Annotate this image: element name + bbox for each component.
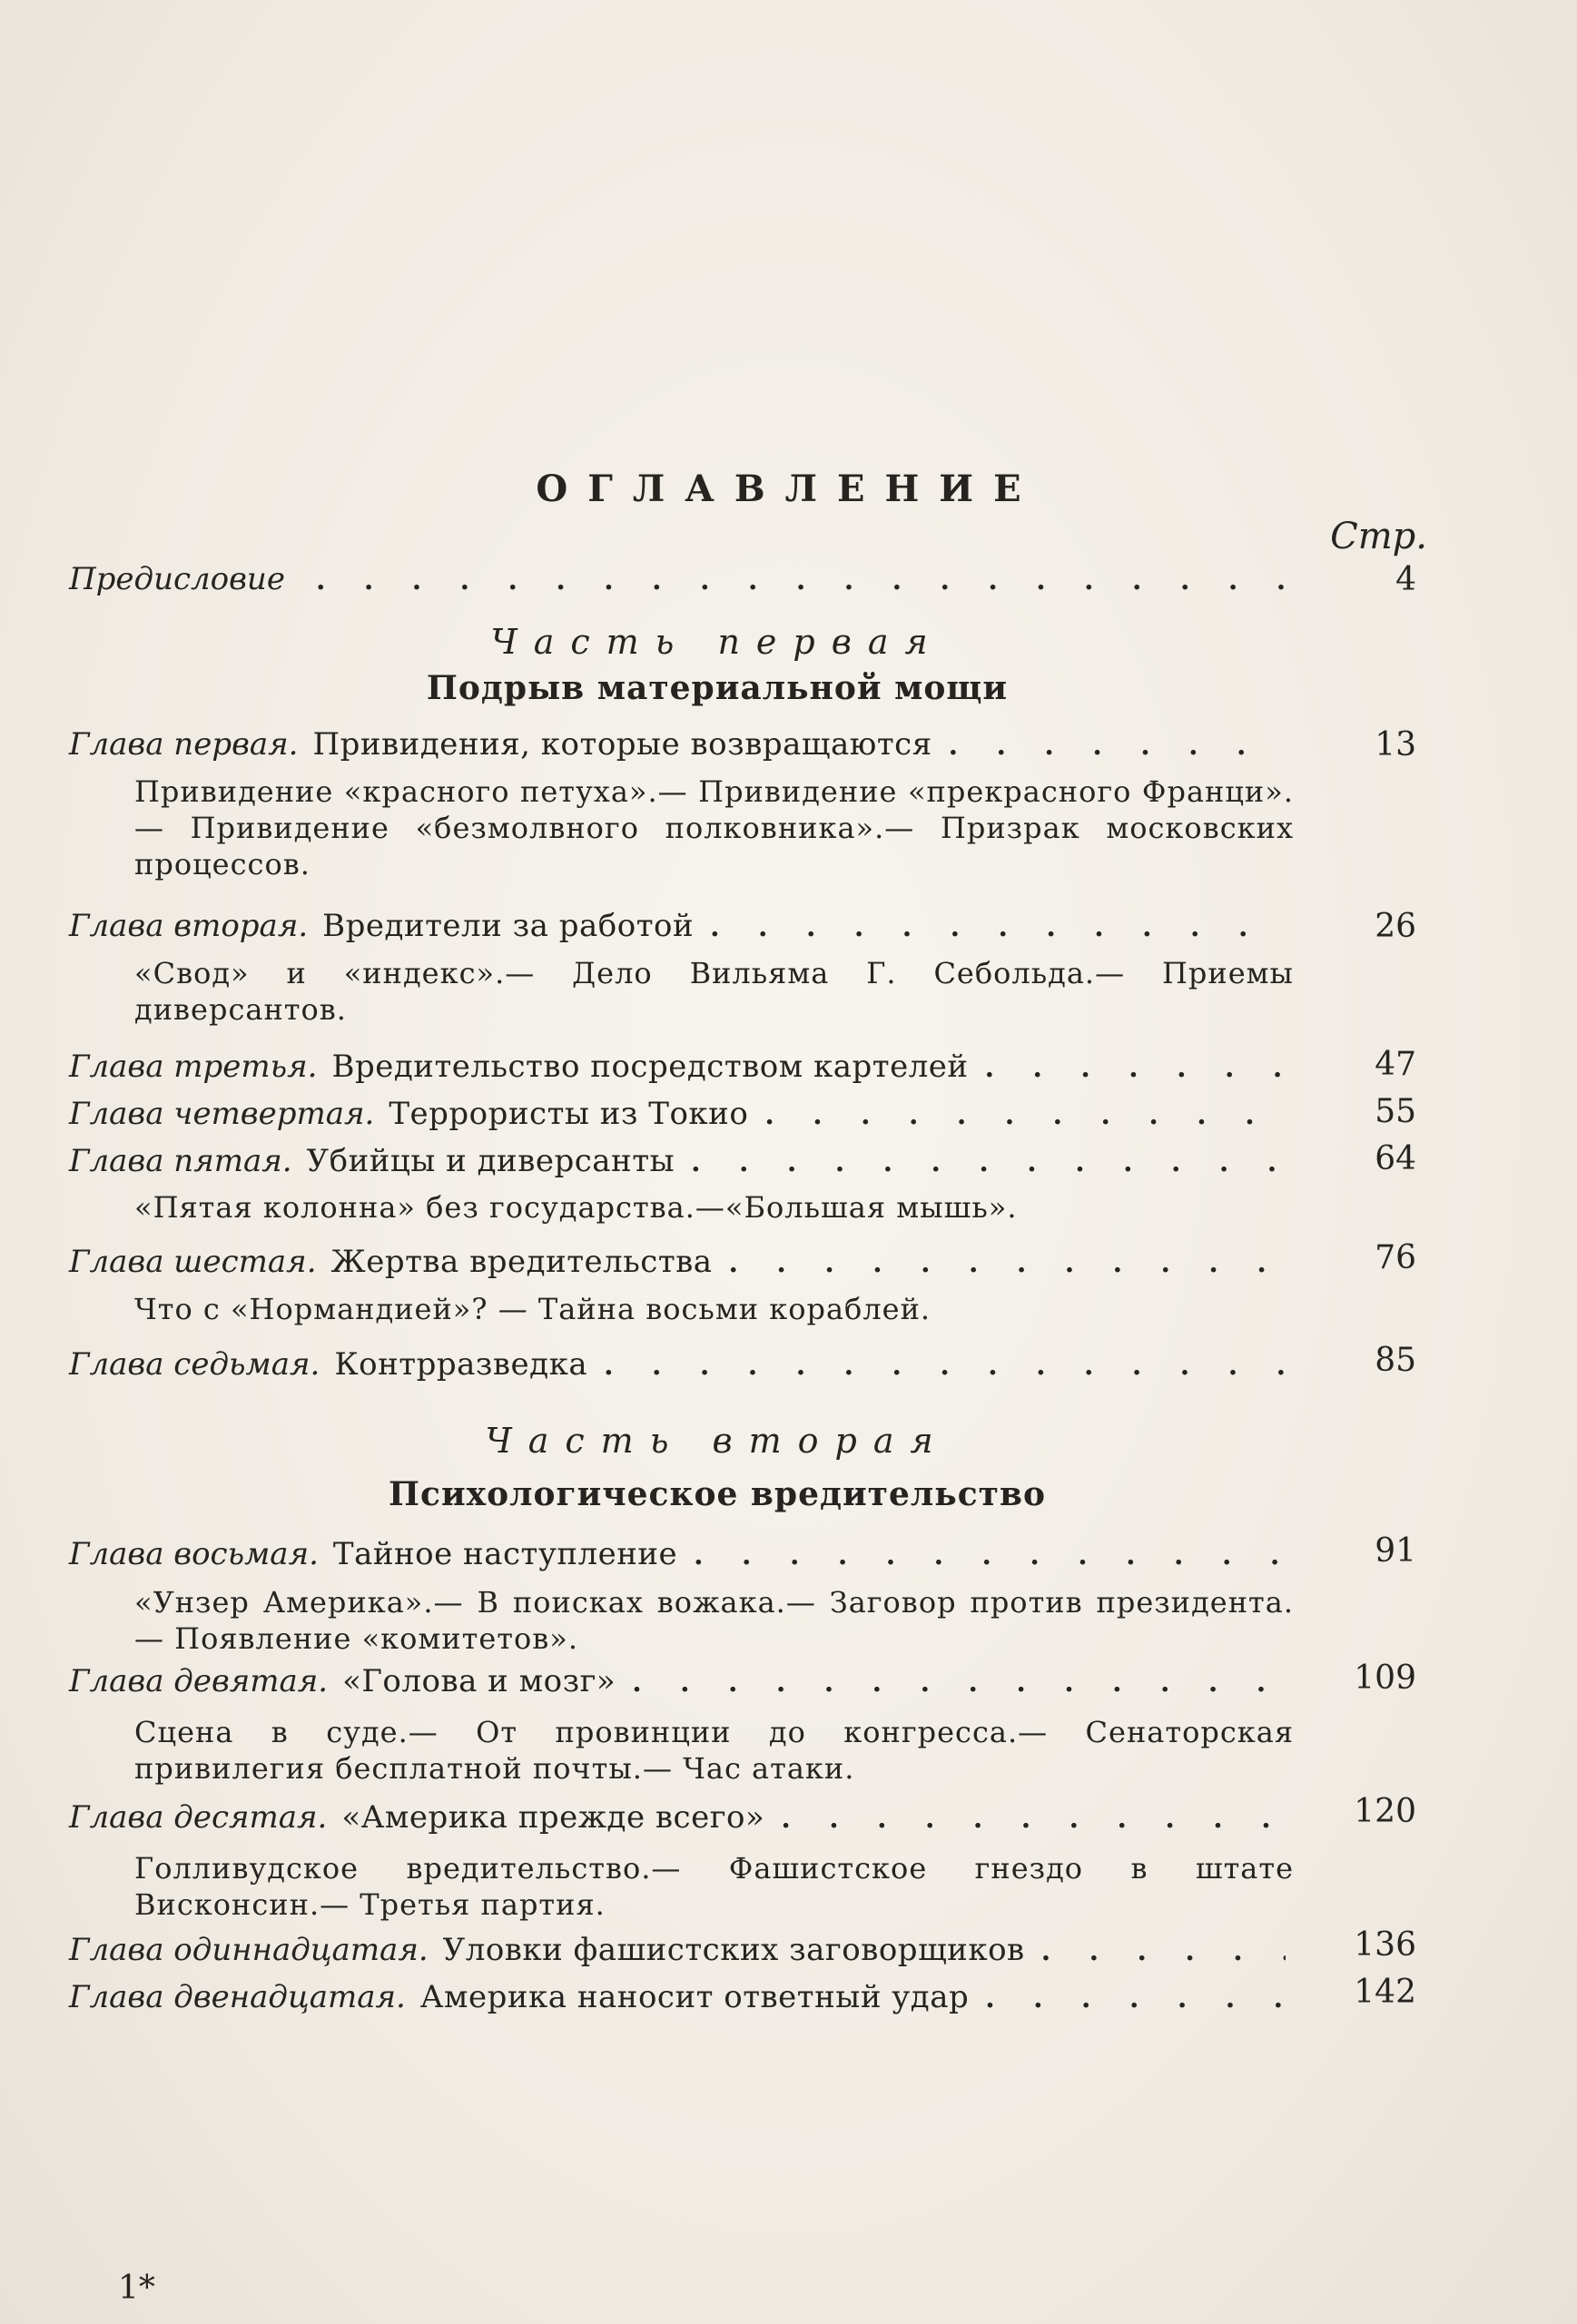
toc-title: Вредители за работой [322, 908, 695, 944]
part-label: Часть первая [490, 622, 944, 662]
dot-leader [694, 1540, 1286, 1571]
toc-label: Глава вторая. [69, 908, 309, 944]
toc-title: Убийцы и диверсанты [306, 1143, 675, 1179]
dot-leader [604, 1350, 1286, 1382]
toc-title: Террористы из Токио [389, 1096, 749, 1132]
toc-page-number: 120 [1354, 1793, 1416, 1830]
part-title: Подрыв материальной мощи [426, 669, 1009, 707]
dot-leader [781, 1803, 1286, 1835]
toc-label: Глава первая. [69, 726, 299, 763]
page-title: ОГЛАВЛЕНИЕ [536, 468, 1041, 510]
dot-leader [949, 730, 1286, 762]
signature-mark: 1* [118, 2270, 155, 2307]
toc-label: Глава одиннадцатая. [69, 1932, 429, 1968]
toc-page-number: 109 [1354, 1659, 1416, 1697]
toc-title: Тайное наступление [332, 1536, 678, 1572]
toc-page-number: 26 [1375, 908, 1416, 945]
page-column-header: Стр. [1330, 516, 1427, 557]
toc-label: Глава третья. [69, 1049, 318, 1085]
toc-page-number: 64 [1375, 1140, 1416, 1177]
toc-label: Глава седьмая. [69, 1346, 320, 1383]
toc-entry-chapter-4 [69, 1096, 1295, 1137]
toc-label: Глава девятая. [69, 1663, 329, 1699]
toc-entry-chapter-3 [69, 1049, 1295, 1090]
toc-title: Жертва вредительства [330, 1244, 713, 1280]
toc-entry-chapter-8 [69, 1536, 1295, 1578]
toc-chapter-summary: Что с «Нормандией»? — Тайна восьми кораблей. [134, 1292, 931, 1326]
toc-label: Глава восьмая. [69, 1536, 319, 1572]
toc-title: Привидения, которые возвращаются [312, 726, 932, 763]
toc-entry-chapter-5 [69, 1143, 1295, 1185]
toc-page-number: 85 [1375, 1342, 1416, 1379]
toc-entry-chapter-2 [69, 908, 1295, 950]
toc-title: Контрразведка [334, 1346, 588, 1383]
toc-page-number: 91 [1375, 1532, 1416, 1570]
toc-entry-chapter-12 [69, 1979, 1295, 2021]
toc-title: Вредительство посредством картелей [331, 1049, 969, 1085]
toc-chapter-summary: Привидение «красного петуха».— Привидение «прекрасного Франци».— Привидение «безмолвного полковника».— Призрак московских процессов. [134, 774, 1294, 881]
toc-entry-chapter-7 [69, 1346, 1295, 1388]
toc-entry-chapter-11 [69, 1932, 1295, 1974]
toc-chapter-summary: Сцена в суде.— От провинции до конгресса.— Сенаторская привилегия бесплатной почты.— Час атаки. [134, 1715, 1294, 1786]
toc-chapter-summary: «Свод» и «индекс».— Дело Вильяма Г. Себольда.— Приемы диверсантов. [134, 956, 1294, 1027]
toc-label: Глава пятая. [69, 1143, 292, 1179]
part-title: Психологическое вредительство [389, 1475, 1046, 1513]
toc-chapter-summary: «Пятая колонна» без государства.—«Большая мышь». [134, 1190, 1018, 1225]
dot-leader [764, 1099, 1286, 1131]
toc-label: Предисловие [69, 561, 285, 597]
toc-page-number: 47 [1375, 1046, 1416, 1083]
toc-page-number: 136 [1354, 1926, 1416, 1964]
toc-page-number: 13 [1375, 726, 1416, 763]
dot-leader [691, 1147, 1286, 1178]
toc-title: Уловки фашистских заговорщиков [442, 1932, 1025, 1968]
toc-entry-chapter-10 [69, 1799, 1295, 1841]
toc-title: Америка наносит ответный удар [419, 1979, 970, 2015]
toc-entry-chapter-1 [69, 726, 1295, 768]
toc-entry-chapter-6 [69, 1244, 1295, 1285]
toc-title: «Голова и мозг» [342, 1663, 616, 1699]
dot-leader [710, 911, 1286, 943]
toc-page-number: 76 [1375, 1239, 1416, 1276]
toc-page-number: 55 [1375, 1093, 1416, 1130]
toc-label: Глава шестая. [69, 1244, 317, 1280]
toc-chapter-summary: Голливудское вредительство.— Фашистское гнездо в штате Висконсин.— Третья партия. [134, 1851, 1294, 1922]
toc-entry-chapter-9 [69, 1663, 1295, 1705]
dot-leader [985, 1983, 1286, 2014]
toc-page-number: 142 [1354, 1974, 1416, 2011]
toc-entry-preface [69, 561, 1295, 603]
toc-title: «Америка прежде всего» [341, 1799, 765, 1836]
toc-label: Глава десятая. [69, 1799, 328, 1836]
dot-leader [632, 1667, 1286, 1699]
part-label: Часть вторая [485, 1421, 950, 1461]
dot-leader [729, 1247, 1286, 1279]
toc-label: Глава четвертая. [69, 1096, 375, 1132]
dot-leader [985, 1052, 1286, 1084]
toc-label: Глава двенадцатая. [69, 1979, 406, 2015]
toc-chapter-summary: «Унзер Америка».— В поисках вожака.— Заговор против президента.— Появление «комитетов». [134, 1585, 1294, 1656]
dot-leader [316, 565, 1286, 596]
dot-leader [1041, 1935, 1286, 1967]
toc-page-number: 4 [1395, 561, 1416, 598]
